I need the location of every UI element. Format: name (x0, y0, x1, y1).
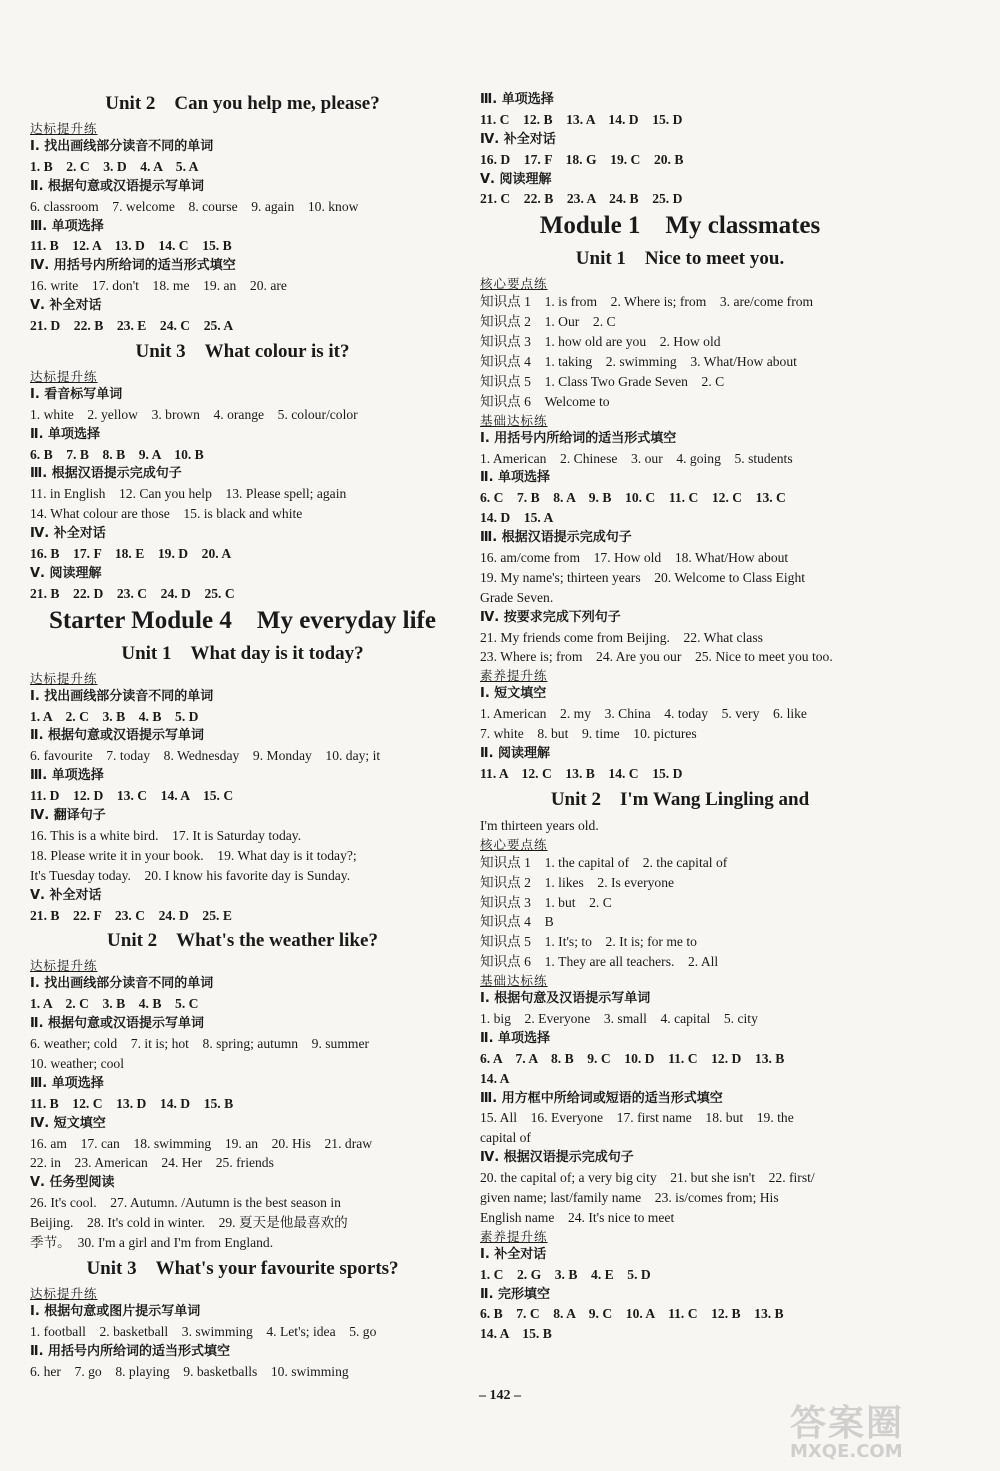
answer-key-line: 1. A 2. C 3. B 4. B 5. C (30, 996, 199, 1012)
section-heading: Ⅱ. 用括号内所给词的适当形式填空 (30, 1343, 231, 1359)
section-heading: Ⅰ. 找出画线部分读音不同的单词 (30, 976, 214, 992)
section-heading: Ⅳ. 翻译句子 (30, 808, 106, 824)
unit-heading: Unit 3 What's your favourite sports? (86, 1257, 399, 1279)
answer-line: 16. am 17. can 18. swimming 19. an 20. His 21. draw (30, 1135, 373, 1151)
answer-key-line: 6. C 7. B 8. A 9. B 10. C 11. C 12. C 13. C (480, 490, 786, 506)
section-heading: Ⅱ. 单项选择 (30, 426, 101, 442)
answer-line: 1. big 2. Everyone 3. small 4. capital 5. city (480, 1010, 758, 1026)
section-heading: Ⅲ. 用方框中所给词或短语的适当形式填空 (480, 1090, 723, 1106)
exercise-tag: 达标提升练 (30, 958, 98, 974)
answer-line: 26. It's cool. 27. Autumn. /Autumn is the best season in (30, 1195, 341, 1211)
watermark-url: MXQE.COM (790, 1441, 903, 1462)
section-heading: Ⅳ. 按要求完成下列句子 (480, 609, 621, 625)
answer-line: 知识点 3 1. how old are you 2. How old (480, 334, 721, 350)
section-heading: Ⅳ. 短文填空 (30, 1115, 106, 1131)
answer-key-line: 21. D 22. B 23. E 24. C 25. A (30, 318, 234, 334)
answer-line: 22. in 23. American 24. Her 25. friends (30, 1155, 274, 1171)
answer-line: 知识点 4 B (480, 914, 554, 930)
section-heading: Ⅰ. 根据句意或图片提示写单词 (30, 1303, 201, 1319)
answer-key-line: 11. C 12. B 13. A 14. D 15. D (480, 111, 683, 127)
section-heading: Ⅲ. 单项选择 (30, 218, 104, 234)
section-heading: Ⅱ. 根据句意或汉语提示写单词 (30, 178, 205, 194)
section-heading: Ⅰ. 找出画线部分读音不同的单词 (30, 688, 214, 704)
exercise-tag: 达标提升练 (30, 368, 98, 384)
module-heading: Starter Module 4 My everyday life (49, 606, 436, 634)
answer-line: given name; last/family name 23. is/comes from; His (480, 1189, 779, 1205)
answer-line: 15. All 16. Everyone 17. first name 18. but 19. the (480, 1110, 794, 1126)
answer-key-line: 16. B 17. F 18. E 19. D 20. A (30, 546, 232, 562)
answer-line: 知识点 2 1. Our 2. C (480, 314, 616, 330)
right-column (480, 90, 880, 1344)
answer-line: 知识点 4 1. taking 2. swimming 3. What/How about (480, 354, 797, 370)
exercise-tag: 达标提升练 (30, 121, 98, 136)
answer-key-line: 14. D 15. A (480, 510, 554, 526)
answer-key-line: 1. A 2. C 3. B 4. B 5. D (30, 708, 199, 724)
section-heading: Ⅲ. 单项选择 (30, 1075, 104, 1091)
unit-heading: Unit 2 Can you help me, please? (105, 93, 380, 114)
answer-line: 1. American 2. my 3. China 4. today 5. very 6. like (480, 706, 807, 722)
answer-key-line: 11. B 12. A 13. D 14. C 15. B (30, 238, 232, 254)
exercise-tag: 核心要点练 (480, 836, 548, 852)
answer-line: 知识点 6 1. They are all teachers. 2. All (480, 954, 719, 970)
module-heading: Module 1 My classmates (539, 212, 821, 240)
answer-key-line: 21. C 22. B 23. A 24. B 25. D (480, 191, 683, 207)
section-heading: Ⅴ. 阅读理解 (480, 171, 552, 187)
section-heading: Ⅱ. 完形填空 (480, 1286, 551, 1302)
section-heading: Ⅲ. 单项选择 (480, 92, 554, 107)
answer-line: 16. This is a white bird. 17. It is Saturday today. (30, 827, 302, 843)
answer-line: 知识点 6 Welcome to (480, 393, 610, 409)
exercise-tag: 基础达标练 (480, 973, 548, 989)
section-heading: Ⅴ. 阅读理解 (30, 565, 102, 581)
answer-key-line: 14. A 15. B (480, 1326, 552, 1342)
answer-line: 20. the capital of; a very big city 21. but she isn't 22. first/ (480, 1170, 815, 1186)
answer-line: 11. in English 12. Can you help 13. Please spell; again (30, 486, 347, 502)
answer-line: capital of (480, 1130, 531, 1146)
answer-line: 16. am/come from 17. How old 18. What/How about (480, 550, 789, 566)
section-heading: Ⅰ. 看音标写单词 (30, 386, 123, 402)
answer-line: 6. her 7. go 8. playing 9. basketballs 10. swimming (30, 1363, 349, 1379)
answer-line: 知识点 5 1. It's; to 2. It is; for me to (480, 934, 697, 950)
exercise-tag: 素养提升练 (480, 668, 548, 684)
answer-line: 季节。 30. I'm a girl and I'm from England. (30, 1234, 274, 1250)
answer-line: 1. American 2. Chinese 3. our 4. going 5. students (480, 450, 793, 466)
answer-line: 14. What colour are those 15. is black and white (30, 506, 303, 522)
exercise-tag: 基础达标练 (480, 412, 548, 428)
answer-key-line: 6. B 7. C 8. A 9. C 10. A 11. C 12. B 13. B (480, 1306, 784, 1322)
answer-line: 知识点 1 1. is from 2. Where is; from 3. are/come from (480, 294, 814, 310)
section-heading: Ⅲ. 单项选择 (30, 768, 104, 784)
answer-key-line: 6. B 7. B 8. B 9. A 10. B (30, 446, 204, 462)
section-heading: Ⅴ. 补全对话 (30, 887, 102, 903)
answer-line: 10. weather; cool (30, 1055, 124, 1071)
section-heading: Ⅰ. 用括号内所给词的适当形式填空 (480, 430, 677, 446)
answer-key-line: 16. D 17. F 18. G 19. C 20. B (480, 151, 684, 167)
section-heading: Ⅰ. 根据句意及汉语提示写单词 (480, 991, 651, 1007)
answer-key-line: 14. A (480, 1070, 510, 1086)
answer-key-line: 11. D 12. D 13. C 14. A 15. C (30, 788, 234, 804)
answer-line: 知识点 2 1. likes 2. Is everyone (480, 874, 675, 890)
section-heading: Ⅲ. 根据汉语提示完成句子 (30, 466, 182, 482)
answer-line: 6. weather; cold 7. it is; hot 8. spring; autumn 9. summer (30, 1036, 370, 1052)
answer-key-line: 6. A 7. A 8. B 9. C 10. D 11. C 12. D 13. B (480, 1050, 785, 1066)
section-heading: Ⅱ. 单项选择 (480, 470, 551, 486)
answer-line: English name 24. It's nice to meet (480, 1209, 675, 1225)
section-heading: Ⅲ. 根据汉语提示完成句子 (480, 530, 632, 546)
answer-key-line: 11. A 12. C 13. B 14. C 15. D (480, 765, 683, 781)
answer-key-line: 21. B 22. F 23. C 24. D 25. E (30, 907, 232, 923)
answer-line: I'm thirteen years old. (480, 817, 599, 833)
answer-line: 知识点 1 1. the capital of 2. the capital of (480, 854, 728, 870)
answer-key-line: 1. B 2. C 3. D 4. A 5. A (30, 158, 199, 174)
answer-line: Beijing. 28. It's cold in winter. 29. 夏天是他最喜欢的 (30, 1215, 348, 1231)
unit-heading: Unit 1 What day is it today? (121, 642, 364, 664)
answer-line: 23. Where is; from 24. Are you our 25. Nice to meet you too. (480, 649, 833, 665)
answer-line: 1. football 2. basketball 3. swimming 4. Let's; idea 5. go (30, 1323, 377, 1339)
left-column (30, 88, 455, 1381)
unit-heading: Unit 3 What colour is it? (135, 340, 350, 362)
answer-line: 1. white 2. yellow 3. brown 4. orange 5. colour/color (30, 406, 358, 422)
exercise-tag: 达标提升练 (30, 1285, 98, 1301)
answer-line: 19. My name's; thirteen years 20. Welcome to Class Eight (480, 569, 806, 585)
unit-heading: Unit 1 Nice to meet you. (575, 248, 785, 270)
exercise-tag: 达标提升练 (30, 670, 98, 686)
answer-line: 6. classroom 7. welcome 8. course 9. again 10. know (30, 198, 359, 214)
section-heading: Ⅰ. 找出画线部分读音不同的单词 (30, 139, 214, 154)
section-heading: Ⅳ. 补全对话 (30, 526, 106, 542)
answer-key-line: 11. B 12. C 13. D 14. D 15. B (30, 1095, 234, 1111)
section-heading: Ⅰ. 补全对话 (480, 1246, 547, 1262)
section-heading: Ⅱ. 根据句意或汉语提示写单词 (30, 728, 205, 744)
answer-key-line: 21. B 22. D 23. C 24. D 25. C (30, 585, 235, 601)
answer-line: 7. white 8. but 9. time 10. pictures (480, 726, 697, 742)
section-heading: Ⅳ. 补全对话 (480, 131, 556, 147)
answer-line: 21. My friends come from Beijing. 22. What class (480, 629, 763, 645)
section-heading: Ⅱ. 根据句意或汉语提示写单词 (30, 1016, 205, 1032)
answer-line: It's Tuesday today. 20. I know his favorite day is Sunday. (30, 867, 351, 883)
answer-key-line: 1. C 2. G 3. B 4. E 5. D (480, 1266, 651, 1282)
section-heading: Ⅴ. 任务型阅读 (30, 1175, 115, 1191)
section-heading: Ⅱ. 阅读理解 (480, 746, 551, 762)
answer-line: 6. favourite 7. today 8. Wednesday 9. Monday 10. day; it (30, 748, 381, 764)
unit-heading: Unit 2 I'm Wang Lingling and (550, 788, 810, 810)
exercise-tag: 素养提升练 (480, 1228, 548, 1244)
answer-line: Grade Seven. (480, 589, 554, 605)
answer-line: 18. Please write it in your book. 19. What day is it today?; (30, 847, 357, 863)
section-heading: Ⅱ. 单项选择 (480, 1030, 551, 1046)
section-heading: Ⅳ. 用括号内所给词的适当形式填空 (30, 258, 236, 274)
page-number: – 142 – (479, 1388, 521, 1403)
answer-line: 16. write 17. don't 18. me 19. an 20. are (30, 278, 287, 294)
answer-line: 知识点 5 1. Class Two Grade Seven 2. C (480, 373, 725, 389)
unit-heading: Unit 2 What's the weather like? (107, 930, 378, 952)
section-heading: Ⅰ. 短文填空 (480, 686, 547, 702)
exercise-tag: 核心要点练 (480, 276, 548, 292)
answer-line: 知识点 3 1. but 2. C (480, 894, 612, 910)
section-heading: Ⅴ. 补全对话 (30, 298, 102, 314)
watermark-text: 答案圈 (790, 1403, 905, 1444)
section-heading: Ⅳ. 根据汉语提示完成句子 (480, 1150, 634, 1166)
watermark-logo (770, 1395, 990, 1467)
